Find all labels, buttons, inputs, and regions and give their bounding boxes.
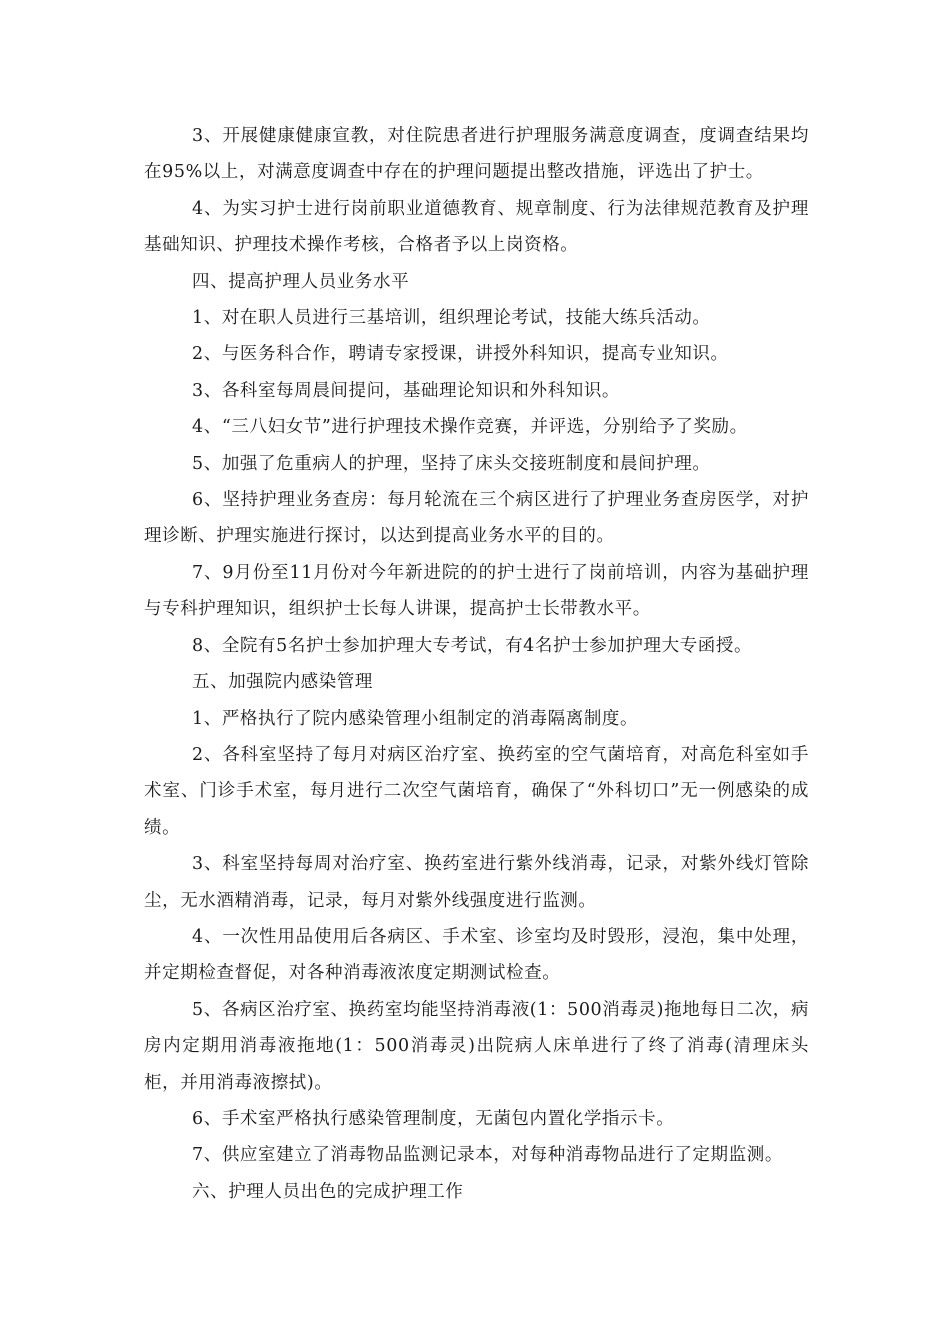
section-heading-4: 四、提高护理人员业务水平	[192, 271, 410, 292]
list-item: 7、9月份至11月份对今年新进院的的护士进行了岗前培训，内容为基础护理与专科护理知识，组织护士长每人讲课，提高护士长带教水平。	[144, 562, 809, 620]
list-item: 5、各病区治疗室、换药室均能坚持消毒液(1：500消毒灵)拖地每日二次，病房内定期用消毒液拖地(1：500消毒灵)出院病人床单进行了终了消毒(清理床头柜，并用消毒液擦拭)。	[144, 999, 809, 1093]
list-item: 3、科室坚持每周对治疗室、换药室进行紫外线消毒，记录，对紫外线灯管除尘，无水酒精消毒，记录，每月对紫外线强度进行监测。	[144, 854, 809, 911]
list-item: 4、一次性用品使用后各病区、手术室、诊室均及时毁形，浸泡，集中处理，并定期检查督促，对各种消毒液浓度定期测试检查。	[144, 926, 809, 984]
list-item: 5、加强了危重病人的护理，坚持了床头交接班制度和晨间护理。	[192, 453, 711, 474]
list-item: 8、全院有5名护士参加护理大专考试，有4名护士参加护理大专函授。	[192, 635, 753, 656]
list-item: 2、与医务科合作，聘请专家授课，讲授外科知识，提高专业知识。	[192, 344, 729, 365]
list-item: 1、严格执行了院内感染管理小组制定的消毒隔离制度。	[192, 708, 639, 729]
list-item: 1、对在职人员进行三基培训，组织理论考试，技能大练兵活动。	[192, 308, 711, 329]
list-item: 6、手术室严格执行感染管理制度，无菌包内置化学指示卡。	[192, 1108, 675, 1129]
list-item: 3、各科室每周晨间提问，基础理论知识和外科知识。	[192, 380, 621, 401]
list-item: 4、“三八妇女节”进行护理技术操作竞赛，并评选，分别给予了奖励。	[192, 417, 748, 438]
section-heading-6: 六、护理人员出色的完成护理工作	[192, 1181, 464, 1202]
list-item: 2、各科室坚持了每月对病区治疗室、换药室的空气菌培育，对高危科室如手术室、门诊手术室，每月进行二次空气菌培育，确保了“外科切口”无一例感染的成绩。	[144, 744, 809, 838]
paragraph-3-health-education: 3、开展健康健康宣教，对住院患者进行护理服务满意度调查，度调查结果均在95%以上，对满意度调查中存在的护理问题提出整改措施，评选出了护士。	[144, 126, 809, 183]
list-item: 6、坚持护理业务查房：每月轮流在三个病区进行了护理业务查房医学，对护理诊断、护理实施进行探讨，以达到提高业务水平的目的。	[144, 490, 809, 547]
list-item: 7、供应室建立了消毒物品监测记录本，对每种消毒物品进行了定期监测。	[192, 1145, 783, 1166]
paragraph-4-intern-training: 4、为实习护士进行岗前职业道德教育、规章制度、行为法律规范教育及护理基础知识、护理技术操作考核，合格者予以上岗资格。	[144, 198, 809, 256]
document-body	[144, 118, 809, 1210]
section-heading-5: 五、加强院内感染管理	[192, 672, 373, 693]
